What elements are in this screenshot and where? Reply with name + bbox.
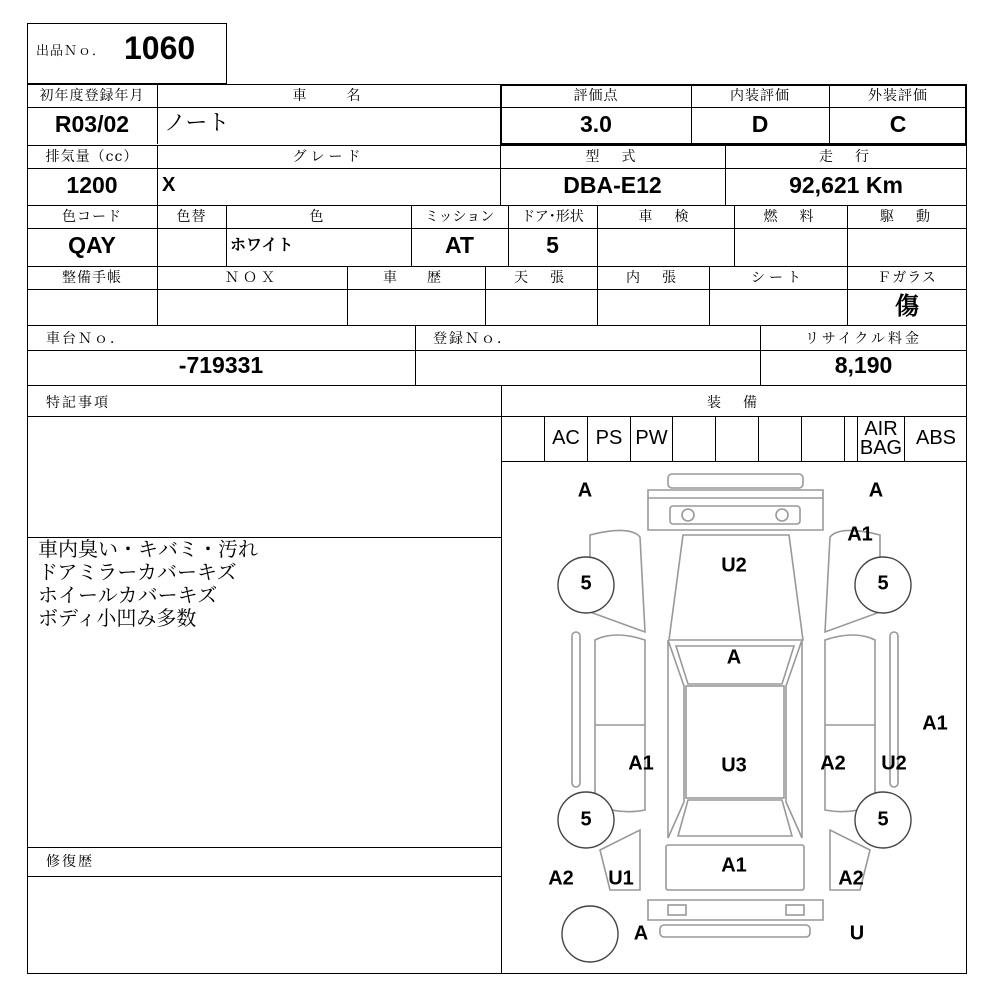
damage-mark-rear-left-side: U1 bbox=[608, 867, 634, 890]
damage-mark-windshield: A bbox=[726, 646, 742, 669]
lot-number: 1060 bbox=[124, 30, 196, 66]
equipment-label: 装 備 bbox=[707, 395, 761, 411]
fglass-label: Ｆガラス bbox=[877, 270, 937, 286]
repair-label: 修復歴 bbox=[46, 854, 94, 870]
fuel-label: 燃 料 bbox=[763, 209, 818, 225]
inspection-label: 車 検 bbox=[638, 209, 693, 225]
damage-mark-front-left-corner: A bbox=[577, 479, 593, 502]
roof-label: 天 張 bbox=[514, 270, 568, 286]
color-code-label: 色コード bbox=[62, 209, 122, 225]
mileage-value: 92,621 Km bbox=[789, 172, 903, 198]
exterior-label: 外装評価 bbox=[868, 88, 928, 104]
damage-mark-rear-left-wheel: 5 bbox=[580, 808, 592, 831]
model-label: 型 式 bbox=[585, 149, 640, 165]
damage-mark-right-door-outer: A1 bbox=[922, 712, 948, 735]
damage-mark-front-left-wheel: 5 bbox=[580, 572, 592, 595]
recycle-label: リサイクル料金 bbox=[804, 331, 923, 347]
first-reg-value: R03/02 bbox=[54, 111, 130, 137]
color-code-value: QAY bbox=[68, 232, 116, 258]
inner-label: 内 張 bbox=[626, 270, 680, 286]
color-value: ホワイト bbox=[230, 235, 294, 254]
car-name-value: ノート bbox=[164, 111, 230, 136]
transmission-value: AT bbox=[445, 232, 474, 258]
displacement-label: 排気量（cc） bbox=[45, 149, 139, 165]
remarks-label: 特記事項 bbox=[46, 395, 110, 411]
damage-mark-hood: U2 bbox=[721, 554, 747, 577]
door-label: ドア･形状 bbox=[521, 209, 584, 225]
service-label: 整備手帳 bbox=[62, 270, 122, 286]
damage-mark-front-right-wheel: 5 bbox=[877, 572, 889, 595]
lot-label: 出品Ｎｏ． bbox=[36, 44, 107, 59]
interior-label: 内装評価 bbox=[730, 88, 790, 104]
remark-line: ホイールカバーキズ bbox=[38, 583, 218, 607]
score-label: 評価点 bbox=[573, 88, 619, 104]
color-label: 色 bbox=[309, 209, 328, 225]
equipment-item: ABS bbox=[915, 427, 957, 449]
transmission-label: ミッション bbox=[424, 209, 495, 225]
mileage-label: 走 行 bbox=[819, 149, 873, 165]
nox-label: ＮＯＸ bbox=[225, 270, 279, 286]
fglass-value: 傷 bbox=[895, 292, 919, 320]
reg-label: 登録Ｎｏ． bbox=[433, 331, 513, 347]
damage-mark-rear-left-quarter: A2 bbox=[548, 867, 574, 890]
interior-value: D bbox=[751, 111, 769, 137]
damage-mark-trunk: A1 bbox=[721, 854, 747, 877]
damage-mark-rear-left-corner: A bbox=[633, 922, 649, 945]
spare-wheel-icon bbox=[562, 906, 618, 962]
drive-label: 駆 動 bbox=[880, 209, 934, 225]
model-value: DBA-E12 bbox=[563, 172, 662, 198]
door-value: 5 bbox=[546, 232, 559, 258]
score-value: 3.0 bbox=[580, 111, 612, 137]
seat-label: シート bbox=[751, 270, 805, 286]
remark-line: ボディ小凹み多数 bbox=[38, 606, 197, 630]
damage-mark-rear-right-wheel: 5 bbox=[877, 808, 889, 831]
equipment-item: AIR BAG bbox=[858, 416, 905, 461]
exterior-value: C bbox=[889, 111, 907, 137]
grade-label: グレード bbox=[292, 149, 365, 165]
remark-line: 車内臭い・キバミ・汚れ bbox=[38, 537, 258, 561]
equipment-item: AC bbox=[545, 416, 588, 461]
displacement-value: 1200 bbox=[66, 172, 118, 198]
damage-mark-left-door: A1 bbox=[628, 752, 654, 775]
recycle-value: 8,190 bbox=[834, 352, 893, 378]
chassis-label: 車台Ｎｏ． bbox=[46, 331, 126, 347]
repaint-label: 色替 bbox=[176, 209, 207, 225]
grade-value: X bbox=[162, 174, 176, 196]
damage-mark-right-rear-door: U2 bbox=[881, 752, 907, 775]
damage-mark-rear-right-corner: U bbox=[849, 922, 865, 945]
damage-mark-front-right-fender: A1 bbox=[847, 523, 873, 546]
damage-mark-rear-right-quarter: A2 bbox=[838, 867, 864, 890]
equipment-item: PW bbox=[631, 416, 673, 461]
damage-mark-roof: U3 bbox=[721, 754, 747, 777]
history-label: 車 歴 bbox=[383, 270, 449, 286]
damage-mark-right-door: A2 bbox=[820, 752, 846, 775]
remark-line: ドアミラーカバーキズ bbox=[38, 560, 237, 584]
equipment-item: PS bbox=[588, 416, 631, 461]
chassis-value: -719331 bbox=[178, 352, 264, 378]
damage-mark-front-right-corner: A bbox=[868, 479, 884, 502]
first-reg-label: 初年度登録年月 bbox=[39, 88, 145, 104]
car-name-label: 車 名 bbox=[292, 88, 365, 104]
